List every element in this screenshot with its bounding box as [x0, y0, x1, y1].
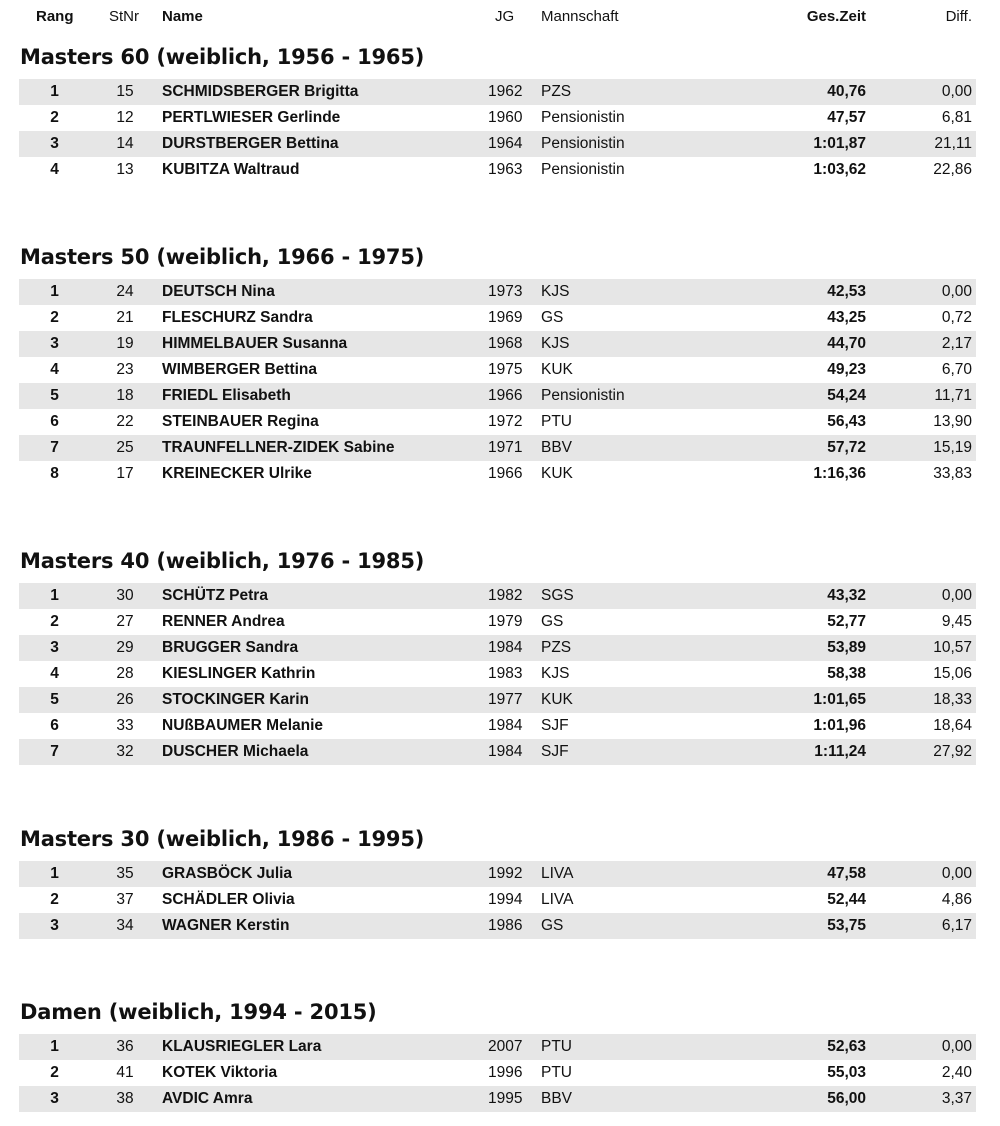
birth-year-cell: 1969: [488, 309, 523, 326]
result-row: [19, 583, 976, 609]
athlete-name-cell: BRUGGER Sandra: [162, 639, 299, 656]
time-difference-cell: 3,37: [941, 1090, 972, 1107]
athlete-name-cell: KUBITZA Waltraud: [162, 161, 300, 178]
start-number-cell: 32: [116, 743, 134, 760]
results-table: [19, 79, 976, 183]
total-time-cell: 52,77: [827, 613, 866, 630]
team-cell: BBV: [541, 1090, 573, 1107]
birth-year-cell: 1986: [488, 917, 523, 934]
result-row: [19, 305, 976, 331]
team-cell: PTU: [541, 1064, 572, 1081]
birth-year-cell: 1975: [488, 361, 523, 378]
rank-cell: 5: [50, 387, 59, 404]
team-cell: PZS: [541, 83, 572, 100]
birth-year-cell: 1964: [488, 135, 523, 152]
team-cell: GS: [541, 613, 564, 630]
start-number-cell: 21: [116, 309, 134, 326]
athlete-name-cell: HIMMELBAUER Susanna: [162, 335, 348, 352]
result-row: [19, 79, 976, 105]
team-cell: SJF: [541, 717, 569, 734]
time-difference-cell: 27,92: [933, 743, 972, 760]
header-name: Name: [162, 8, 203, 25]
header-rang: Rang: [36, 8, 74, 25]
rank-cell: 7: [50, 439, 59, 456]
birth-year-cell: 1983: [488, 665, 523, 682]
result-row: [19, 635, 976, 661]
time-difference-cell: 0,72: [941, 309, 972, 326]
rank-cell: 4: [50, 161, 59, 178]
time-difference-cell: 13,90: [933, 413, 972, 430]
total-time-cell: 47,58: [827, 865, 866, 882]
column-header: [0, 8, 1000, 28]
time-difference-cell: 18,64: [933, 717, 972, 734]
team-cell: KJS: [541, 335, 570, 352]
team-cell: KUK: [541, 465, 573, 482]
rank-cell: 3: [50, 135, 59, 152]
category-title: Masters 60 (weiblich, 1956 - 1965): [20, 45, 425, 69]
rank-cell: 4: [50, 665, 59, 682]
rank-cell: 6: [50, 413, 59, 430]
start-number-cell: 25: [116, 439, 134, 456]
athlete-name-cell: STEINBAUER Regina: [162, 413, 319, 430]
athlete-name-cell: GRASBÖCK Julia: [162, 865, 293, 882]
birth-year-cell: 1984: [488, 743, 523, 760]
total-time-cell: 49,23: [827, 361, 866, 378]
start-number-cell: 22: [116, 413, 134, 430]
athlete-name-cell: DURSTBERGER Bettina: [162, 135, 339, 152]
start-number-cell: 17: [116, 465, 134, 482]
result-row: [19, 157, 976, 183]
team-cell: Pensionistin: [541, 161, 625, 178]
result-row: [19, 1060, 976, 1086]
rank-cell: 6: [50, 717, 59, 734]
birth-year-cell: 1992: [488, 865, 523, 882]
result-row: [19, 357, 976, 383]
category-title: Masters 50 (weiblich, 1966 - 1975): [20, 245, 425, 269]
rank-cell: 1: [50, 1038, 59, 1055]
total-time-cell: 1:03,62: [813, 161, 866, 178]
result-row: [19, 609, 976, 635]
total-time-cell: 56,00: [827, 1090, 866, 1107]
total-time-cell: 1:11,24: [814, 743, 866, 760]
start-number-cell: 35: [116, 865, 134, 882]
rank-cell: 3: [50, 335, 59, 352]
birth-year-cell: 1968: [488, 335, 523, 352]
team-cell: KUK: [541, 691, 573, 708]
rank-cell: 1: [50, 283, 59, 300]
rank-cell: 2: [50, 109, 59, 126]
rank-cell: 3: [50, 1090, 59, 1107]
total-time-cell: 52,44: [827, 891, 866, 908]
team-cell: Pensionistin: [541, 135, 625, 152]
total-time-cell: 1:01,87: [813, 135, 866, 152]
start-number-cell: 37: [116, 891, 134, 908]
category-title: Masters 40 (weiblich, 1976 - 1985): [20, 549, 425, 573]
rank-cell: 2: [50, 613, 59, 630]
total-time-cell: 52,63: [827, 1038, 866, 1055]
result-row: [19, 913, 976, 939]
start-number-cell: 13: [116, 161, 134, 178]
result-row: [19, 331, 976, 357]
result-row: [19, 1034, 976, 1060]
results-table: [19, 583, 976, 765]
rank-cell: 7: [50, 743, 59, 760]
total-time-cell: 57,72: [827, 439, 866, 456]
total-time-cell: 1:01,96: [813, 717, 866, 734]
total-time-cell: 54,24: [827, 387, 866, 404]
team-cell: LIVA: [541, 891, 574, 908]
time-difference-cell: 0,00: [941, 587, 972, 604]
result-row: [19, 1086, 976, 1112]
time-difference-cell: 9,45: [941, 613, 972, 630]
team-cell: LIVA: [541, 865, 574, 882]
team-cell: KJS: [541, 283, 570, 300]
time-difference-cell: 15,19: [933, 439, 972, 456]
total-time-cell: 53,75: [827, 917, 866, 934]
start-number-cell: 26: [116, 691, 134, 708]
total-time-cell: 43,32: [827, 587, 866, 604]
total-time-cell: 42,53: [827, 283, 866, 300]
team-cell: PTU: [541, 1038, 572, 1055]
team-cell: PTU: [541, 413, 572, 430]
athlete-name-cell: SCHÜTZ Petra: [162, 587, 268, 604]
time-difference-cell: 18,33: [933, 691, 972, 708]
total-time-cell: 47,57: [827, 109, 866, 126]
start-number-cell: 38: [116, 1090, 134, 1107]
rank-cell: 3: [50, 639, 59, 656]
rank-cell: 2: [50, 309, 59, 326]
athlete-name-cell: DUSCHER Michaela: [162, 743, 309, 760]
athlete-name-cell: NUßBAUMER Melanie: [162, 717, 324, 734]
total-time-cell: 44,70: [827, 335, 866, 352]
birth-year-cell: 1979: [488, 613, 523, 630]
athlete-name-cell: FRIEDL Elisabeth: [162, 387, 291, 404]
category-title: Masters 30 (weiblich, 1986 - 1995): [20, 827, 425, 851]
time-difference-cell: 10,57: [933, 639, 972, 656]
athlete-name-cell: FLESCHURZ Sandra: [162, 309, 313, 326]
team-cell: KUK: [541, 361, 573, 378]
athlete-name-cell: KLAUSRIEGLER Lara: [162, 1038, 322, 1055]
header-jg: JG: [495, 8, 515, 25]
start-number-cell: 12: [116, 109, 134, 126]
total-time-cell: 55,03: [827, 1064, 866, 1081]
start-number-cell: 36: [116, 1038, 134, 1055]
team-cell: Pensionistin: [541, 387, 625, 404]
birth-year-cell: 1994: [488, 891, 523, 908]
time-difference-cell: 6,17: [941, 917, 972, 934]
result-row: [19, 461, 976, 487]
rank-cell: 1: [50, 865, 59, 882]
start-number-cell: 18: [116, 387, 134, 404]
time-difference-cell: 0,00: [941, 283, 972, 300]
result-row: [19, 739, 976, 765]
athlete-name-cell: DEUTSCH Nina: [162, 283, 275, 300]
start-number-cell: 23: [116, 361, 134, 378]
birth-year-cell: 1972: [488, 413, 523, 430]
rank-cell: 1: [50, 83, 59, 100]
birth-year-cell: 1966: [488, 465, 523, 482]
athlete-name-cell: AVDIC Amra: [162, 1090, 253, 1107]
start-number-cell: 14: [116, 135, 134, 152]
start-number-cell: 27: [116, 613, 134, 630]
birth-year-cell: 1996: [488, 1064, 523, 1081]
start-number-cell: 15: [116, 83, 134, 100]
rank-cell: 3: [50, 917, 59, 934]
time-difference-cell: 15,06: [933, 665, 972, 682]
result-row: [19, 105, 976, 131]
total-time-cell: 40,76: [827, 83, 866, 100]
athlete-name-cell: KOTEK Viktoria: [162, 1064, 278, 1081]
results-table: [19, 1034, 976, 1112]
results-table: [19, 861, 976, 939]
team-cell: SJF: [541, 743, 569, 760]
time-difference-cell: 4,86: [941, 891, 972, 908]
team-cell: GS: [541, 309, 564, 326]
rank-cell: 8: [50, 465, 59, 482]
total-time-cell: 56,43: [827, 413, 866, 430]
time-difference-cell: 21,11: [934, 135, 972, 152]
birth-year-cell: 1966: [488, 387, 523, 404]
athlete-name-cell: STOCKINGER Karin: [162, 691, 309, 708]
rank-cell: 1: [50, 587, 59, 604]
athlete-name-cell: KIESLINGER Kathrin: [162, 665, 316, 682]
time-difference-cell: 0,00: [941, 865, 972, 882]
result-row: [19, 661, 976, 687]
total-time-cell: 43,25: [827, 309, 866, 326]
total-time-cell: 53,89: [827, 639, 866, 656]
start-number-cell: 19: [116, 335, 134, 352]
birth-year-cell: 1973: [488, 283, 523, 300]
athlete-name-cell: RENNER Andrea: [162, 613, 285, 630]
rank-cell: 5: [50, 691, 59, 708]
birth-year-cell: 2007: [488, 1038, 523, 1055]
results-table: [19, 279, 976, 487]
team-cell: KJS: [541, 665, 570, 682]
athlete-name-cell: WIMBERGER Bettina: [162, 361, 317, 378]
team-cell: GS: [541, 917, 564, 934]
birth-year-cell: 1977: [488, 691, 523, 708]
total-time-cell: 1:16,36: [813, 465, 866, 482]
header-stnr: StNr: [109, 8, 139, 25]
time-difference-cell: 2,40: [941, 1064, 972, 1081]
start-number-cell: 28: [116, 665, 134, 682]
result-row: [19, 861, 976, 887]
birth-year-cell: 1960: [488, 109, 523, 126]
time-difference-cell: 0,00: [941, 1038, 972, 1055]
start-number-cell: 30: [116, 587, 134, 604]
rank-cell: 2: [50, 1064, 59, 1081]
time-difference-cell: 0,00: [941, 83, 972, 100]
birth-year-cell: 1984: [488, 717, 523, 734]
time-difference-cell: 6,70: [941, 361, 972, 378]
time-difference-cell: 33,83: [933, 465, 972, 482]
birth-year-cell: 1984: [488, 639, 523, 656]
birth-year-cell: 1995: [488, 1090, 523, 1107]
birth-year-cell: 1962: [488, 83, 523, 100]
result-row: [19, 713, 976, 739]
rank-cell: 2: [50, 891, 59, 908]
result-row: [19, 383, 976, 409]
start-number-cell: 41: [116, 1064, 134, 1081]
athlete-name-cell: SCHMIDSBERGER Brigitta: [162, 83, 359, 100]
team-cell: BBV: [541, 439, 573, 456]
athlete-name-cell: WAGNER Kerstin: [162, 917, 290, 934]
start-number-cell: 33: [116, 717, 134, 734]
time-difference-cell: 6,81: [941, 109, 972, 126]
start-number-cell: 24: [116, 283, 134, 300]
birth-year-cell: 1982: [488, 587, 523, 604]
athlete-name-cell: PERTLWIESER Gerlinde: [162, 109, 341, 126]
result-row: [19, 409, 976, 435]
birth-year-cell: 1971: [488, 439, 523, 456]
total-time-cell: 1:01,65: [813, 691, 866, 708]
team-cell: PZS: [541, 639, 572, 656]
total-time-cell: 58,38: [827, 665, 866, 682]
athlete-name-cell: KREINECKER Ulrike: [162, 465, 312, 482]
team-cell: Pensionistin: [541, 109, 625, 126]
result-row: [19, 687, 976, 713]
birth-year-cell: 1963: [488, 161, 523, 178]
time-difference-cell: 2,17: [941, 335, 972, 352]
category-title: Damen (weiblich, 1994 - 2015): [20, 1000, 377, 1024]
athlete-name-cell: SCHÄDLER Olivia: [162, 891, 295, 908]
header-ges-zeit: Ges.Zeit: [806, 8, 866, 25]
rank-cell: 4: [50, 361, 59, 378]
header-mannschaft: Mannschaft: [541, 8, 619, 25]
time-difference-cell: 11,71: [934, 387, 972, 404]
team-cell: SGS: [541, 587, 574, 604]
result-row: [19, 131, 976, 157]
header-diff: Diff.: [945, 8, 972, 25]
result-row: [19, 279, 976, 305]
start-number-cell: 29: [116, 639, 134, 656]
time-difference-cell: 22,86: [933, 161, 972, 178]
result-row: [19, 435, 976, 461]
result-row: [19, 887, 976, 913]
start-number-cell: 34: [116, 917, 134, 934]
athlete-name-cell: TRAUNFELLNER-ZIDEK Sabine: [162, 439, 395, 456]
